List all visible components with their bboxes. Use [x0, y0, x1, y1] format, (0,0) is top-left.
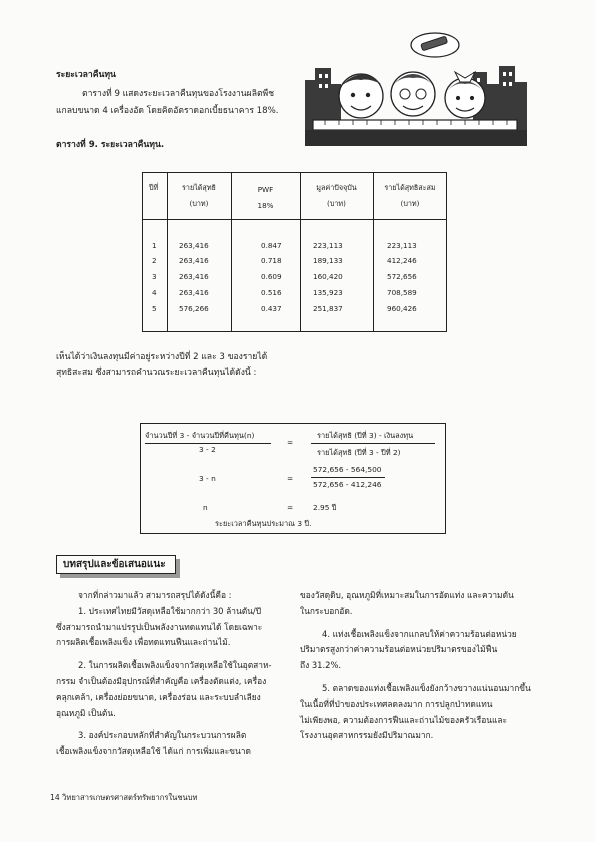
- formula-step3-rhs: 2.95 ปี: [313, 503, 337, 512]
- formula-step2-lhs: 3 - n: [199, 474, 216, 483]
- table-cell: 0.609: [261, 272, 282, 281]
- left-line: 2. ในการผลิตเชื้อเพลิงแข็งจากวัสดุเหลือใช้ในอุตสาห-: [78, 660, 272, 671]
- right-line: 4. แท่งเชื้อเพลิงแข็งจากแกลบให้ค่าความร้อนต่อหน่วย: [322, 628, 517, 639]
- table-cell: 223,113: [387, 241, 417, 250]
- formula-conclusion: ระยะเวลาคืนทุนประมาณ 3 ปี.: [215, 519, 312, 528]
- left-line: เชื้อเพลิงแข็งจากวัสดุเหลือใช้ ได้แก่ การเพิ่มและขนาด: [56, 746, 251, 757]
- intro-line-1: ตารางที่ 9 แสดงระยะเวลาคืนทุนของโรงงานผลิตพืช: [82, 89, 275, 99]
- conclusion-header: [56, 555, 176, 574]
- kid-face-middle-icon: [391, 72, 435, 116]
- payback-table: [142, 172, 447, 332]
- header-present-value-unit: (บาท): [327, 199, 346, 208]
- table-cell: 0.516: [261, 288, 282, 297]
- right-line: ถึง 31.2%.: [300, 660, 342, 671]
- table-cell: 0.437: [261, 304, 282, 313]
- right-line: ในกระบอกอัด.: [300, 605, 353, 616]
- table-cell: 960,426: [387, 304, 417, 313]
- table-cell: 135,923: [313, 288, 343, 297]
- table-cell: 708,589: [387, 288, 417, 297]
- table-cell: 189,133: [313, 256, 343, 265]
- table-cell: 2: [152, 256, 157, 265]
- formula-box: [140, 423, 446, 534]
- table-cell: 160,420: [313, 272, 343, 281]
- formula-lhs-top: จำนวนปีที่ 3 - จำนวนปีที่คืนทุน(n): [145, 431, 255, 440]
- right-line: ไม่เพียงพอ, ความต้องการฟืนและถ่านไม้ของครัวเรือนและ: [300, 714, 508, 725]
- table-cell: 263,416: [179, 272, 209, 281]
- table-cell: 223,113: [313, 241, 343, 250]
- left-line: อุณหภูมิ เป็นต้น.: [56, 707, 116, 718]
- kid-face-left-icon: [339, 74, 383, 118]
- table-cell: 0.718: [261, 256, 282, 265]
- left-line: กรรม จำเป็นต้องมีอุปกรณ์ที่สำคัญคือ เครื่องตัดแต่ง, เครื่อง: [56, 675, 267, 686]
- table-cell: 1: [152, 241, 157, 250]
- right-line: โรงงานอุตสาหกรรมยังมีปริมาณมาก.: [300, 730, 434, 741]
- cartoon-illustration: [305, 28, 527, 146]
- table-cell: 263,416: [179, 256, 209, 265]
- formula-step2-top: 572,656 - 564,500: [313, 465, 382, 474]
- pencil-bubble-icon: [411, 33, 459, 57]
- left-column: [56, 588, 286, 760]
- header-year: ปีที่: [149, 183, 159, 192]
- table-cell: 263,416: [179, 241, 209, 250]
- table-cell: 0.847: [261, 241, 282, 250]
- left-line: 1. ประเทศไทยมีวัสดุเหลือใช้มากกว่า 30 ล้านตัน/ปี: [78, 605, 262, 616]
- header-pwf: PWF: [257, 185, 274, 194]
- left-line: การผลิตเชื้อเพลิงแข็ง เพื่อทดแทนฟืนและถ่านไม้.: [56, 637, 231, 648]
- ruler-icon: [313, 120, 517, 130]
- header-cumulative-unit: (บาท): [400, 199, 420, 208]
- formula-lhs-bottom: 3 - 2: [199, 445, 216, 454]
- table-cell: 412,246: [387, 256, 417, 265]
- right-column: [300, 588, 540, 744]
- formula-step2-op: =: [287, 474, 294, 483]
- header-present-value: มูลค่าปัจจุบัน: [316, 183, 357, 192]
- table-cell: 5: [152, 304, 157, 313]
- left-line: ซึ่งสามารถนำมาแปรรูปเป็นพลังงานทดแทนได้ โดยเฉพาะ: [56, 621, 263, 632]
- page-footer: 14 วิทยาสารเกษตรศาสตร์ทรัพยากรในชนบท: [50, 793, 198, 802]
- table-cell: 572,656: [387, 272, 417, 281]
- conclusion-header-label: บทสรุปและข้อเสนอแนะ: [63, 559, 166, 570]
- table-cell: 3: [152, 272, 157, 281]
- left-line: คลุกเคล้า, เครื่องย่อยขนาด, เครื่องร่อน และระบบลำเลียง: [56, 691, 261, 702]
- header-net-income: รายได้สุทธิ: [182, 183, 216, 192]
- formula-step3-op: =: [287, 503, 294, 512]
- table-cell: 251,837: [313, 304, 343, 313]
- table-cell: 263,416: [179, 288, 209, 297]
- formula-rhs-top: รายได้สุทธิ (ปีที่ 3) - เงินลงทุน: [317, 431, 414, 440]
- table-caption: ตารางที่ 9. ระยะเวลาคืนทุน.: [56, 140, 165, 150]
- header-cumulative: รายได้สุทธิสะสม: [384, 183, 436, 192]
- intro-line-2: แกลบขนาด 4 เครื่องอัด โดยคิดอัตราดอกเบี้ยธนาคาร 18%.: [56, 106, 279, 116]
- right-line: ของวัสดุดิบ, อุณหภูมิที่เหมาะสมในการอัดแท่ง และความดัน: [300, 590, 514, 600]
- table-cell: 576,266: [179, 304, 209, 313]
- formula-step3-lhs: n: [203, 503, 208, 512]
- right-line: ในเนื้อที่ที่ป่าของประเทศลดลงมาก การปลูกป่าทดแทน: [300, 698, 493, 709]
- formula-rhs-bottom: รายได้สุทธิ (ปีที่ 3 - ปีที่ 2): [317, 448, 401, 457]
- header-net-income-unit: (บาท): [189, 199, 209, 208]
- header-pwf-rate: 18%: [257, 201, 274, 210]
- left-line: 3. องค์ประกอบหลักที่สำคัญในกระบวนการผลิต: [78, 730, 247, 741]
- left-line: จากที่กล่าวมาแล้ว สามารถสรุปได้ดังนี้คือ :: [78, 590, 232, 600]
- table-cell: 4: [152, 288, 157, 297]
- section-title: ระยะเวลาคืนทุน: [56, 70, 116, 80]
- right-line: ปริมาตรสูงกว่าค่าความร้อนต่อหน่วยปริมาตรของไม้ฟืน: [300, 644, 498, 655]
- after-table-line-1: เห็นได้ว่าเงินลงทุนมีค่าอยู่ระหว่างปีที่ 2 และ 3 ของรายได้: [56, 352, 268, 362]
- formula-step2-bottom: 572,656 - 412,246: [313, 480, 382, 489]
- formula-eq: =: [287, 438, 294, 447]
- right-line: 5. ตลาดของแท่งเชื้อเพลิงแข็งยังกว้างขวางแน่นอนมากขึ้น: [322, 682, 531, 693]
- after-table-line-2: สุทธิสะสม ซึ่งสามารถคำนวณระยะเวลาคืนทุนได้ดังนี้ :: [56, 368, 257, 378]
